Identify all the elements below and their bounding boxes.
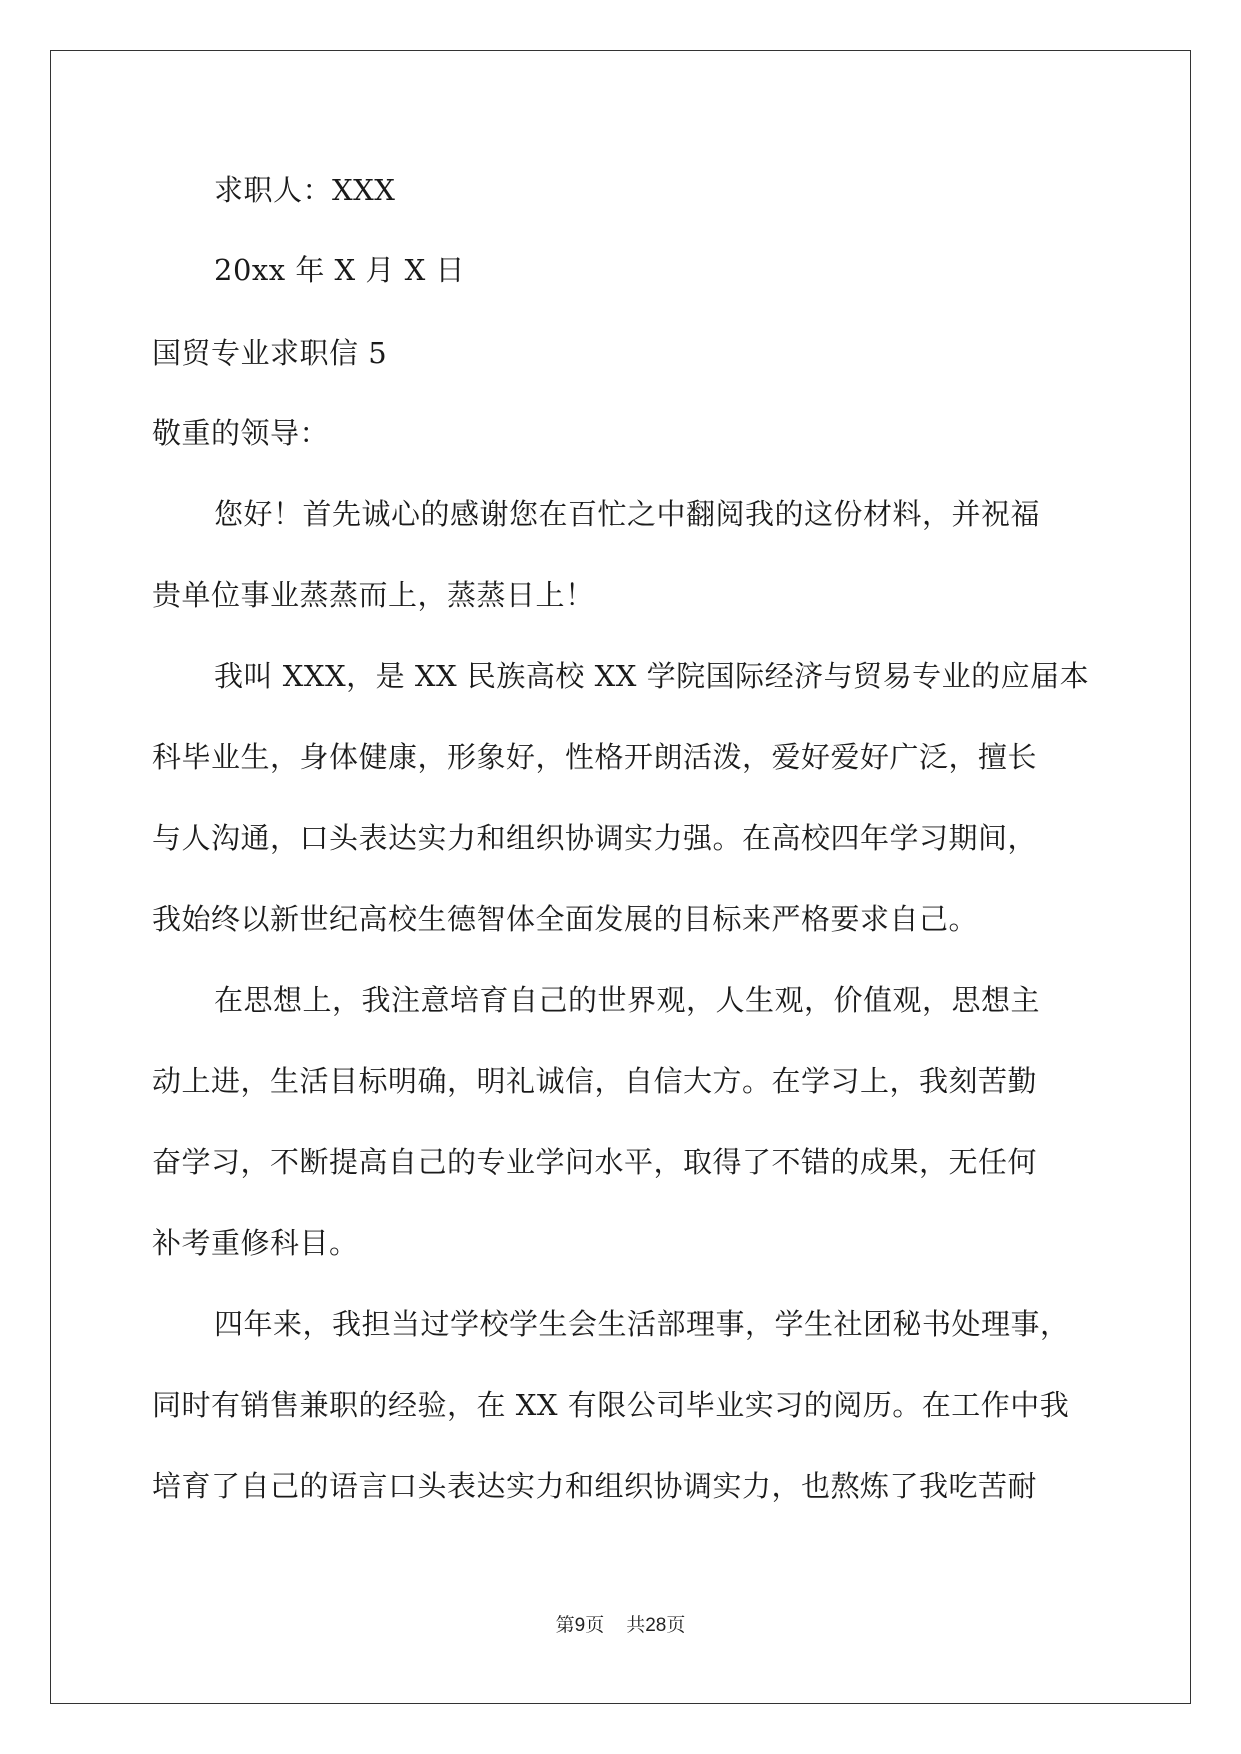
page-suffix: 页 [585,1614,605,1636]
total-pages: 28 [645,1615,667,1636]
body-line-6: 我始终以新世纪高校生德智体全面发展的目标来严格要求自己。 [152,902,979,936]
page-prefix: 第 [555,1614,575,1636]
body-line-7: 在思想上，我注意培育自己的世界观，人生观，价值观，思想主 [214,983,1041,1017]
total-suffix: 页 [666,1614,686,1636]
salutation: 敬重的领导： [152,416,330,450]
total-prefix: 共 [626,1614,646,1636]
body-line-8: 动上进，生活目标明确，明礼诚信，自信大方。在学习上，我刻苦勤 [152,1064,1038,1098]
body-line-9: 奋学习，不断提高自己的专业学问水平，取得了不错的成果，无任何 [152,1145,1038,1179]
letter-date: 20xx 年 X 月 X 日 [214,253,465,287]
page-border [50,50,1191,1704]
page-number: 9 [574,1615,586,1636]
body-line-5: 与人沟通，口头表达实力和组织协调实力强。在高校四年学习期间， [152,821,1038,855]
body-line-1: 您好！首先诚心的感谢您在百忙之中翻阅我的这份材料，并祝福 [214,497,1041,531]
body-line-3: 我叫 XXX，是 XX 民族高校 XX 学院国际经济与贸易专业的应届本 [214,659,1090,693]
body-line-12: 同时有销售兼职的经验，在 XX 有限公司毕业实习的阅历。在工作中我 [152,1388,1070,1422]
page-footer [0,1613,1241,1638]
body-line-11: 四年来，我担当过学校学生会生活部理事，学生社团秘书处理事， [214,1307,1070,1341]
section-title: 国贸专业求职信 5 [152,336,388,370]
body-line-13: 培育了自己的语言口头表达实力和组织协调实力，也熬炼了我吃苦耐 [152,1469,1038,1503]
body-line-2: 贵单位事业蒸蒸而上，蒸蒸日上！ [152,578,595,612]
body-line-4: 科毕业生，身体健康，形象好，性格开朗活泼，爱好爱好广泛，擅长 [152,740,1038,774]
body-line-10: 补考重修科目。 [152,1226,359,1260]
applicant-signature: 求职人：XXX [214,173,396,207]
